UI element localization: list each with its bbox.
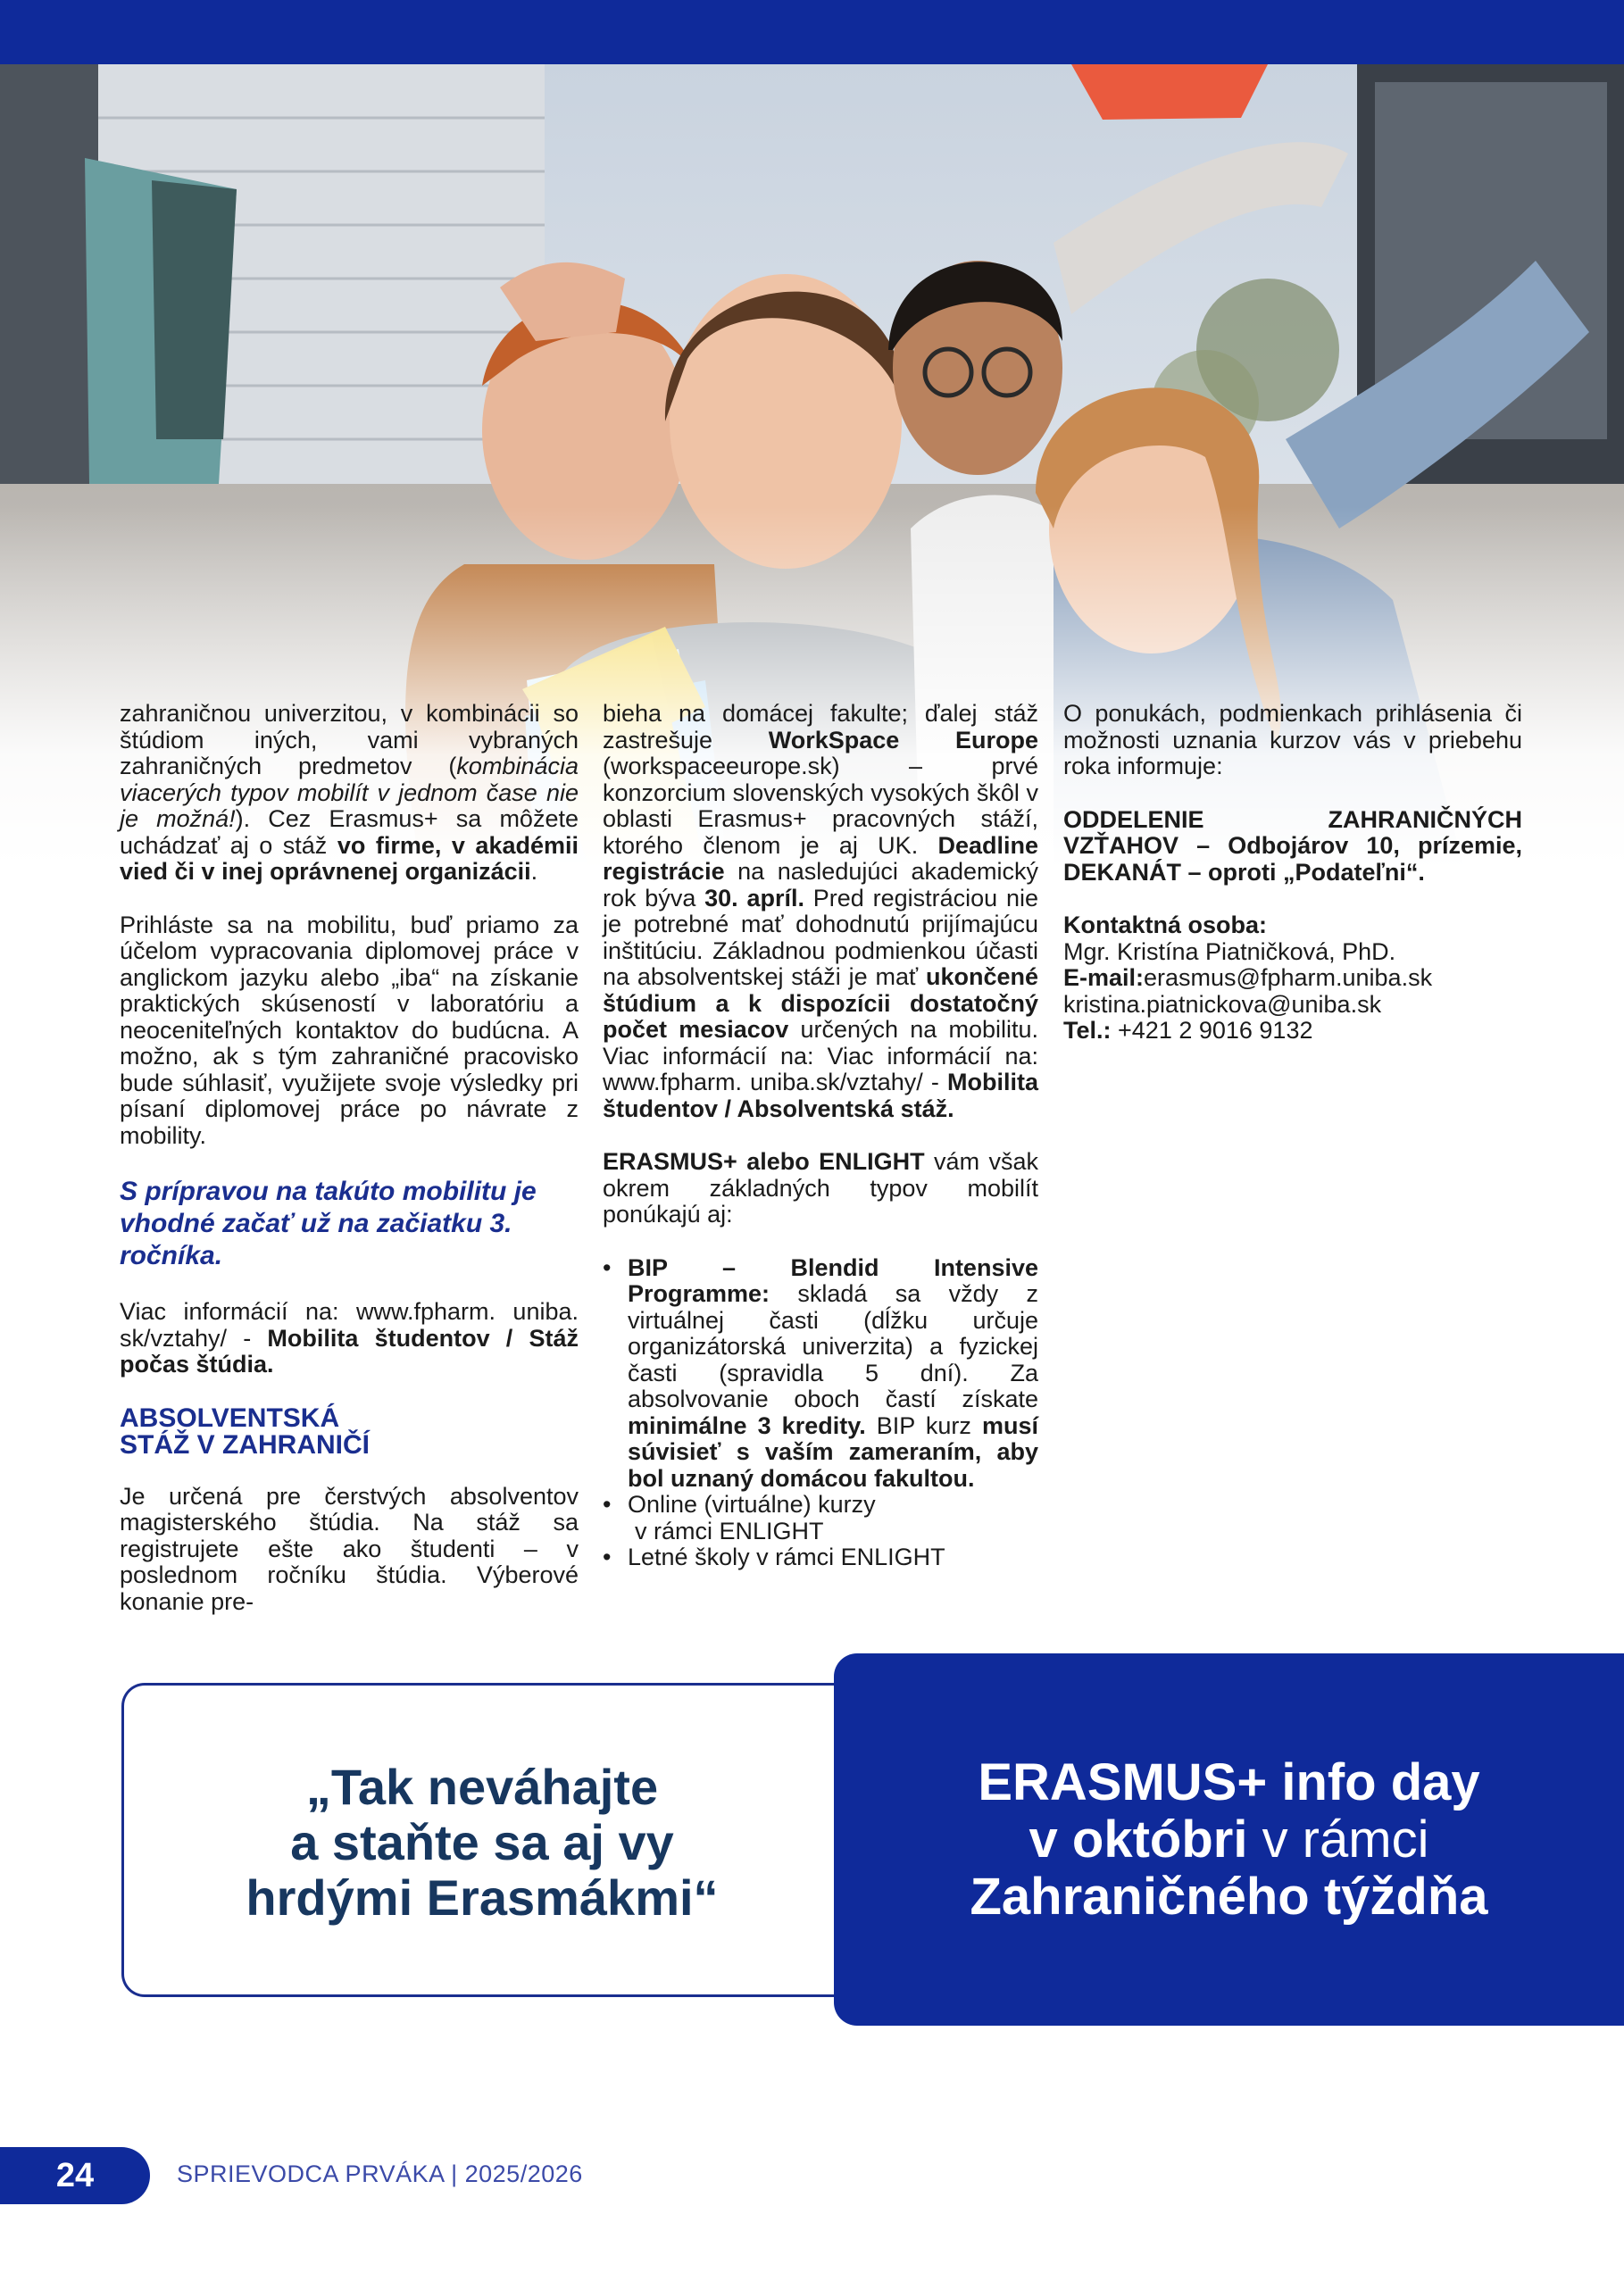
- quote-line1: „Tak neváhajte: [305, 1759, 659, 1815]
- email-link-2[interactable]: kristina.piatnickova@uniba.sk: [1063, 990, 1382, 1018]
- list-item-bip: • BIP – Blendid Intensive Programme: skladá sa vždy z virtuálnej časti (dĺžku určuje organizátorská univerzita) a fyzickej časti (spravidla 5 dní). Za absolvovanie oboch častí získate minimálne 3 kredity. BIP kurz musí súvisieť s vaším zameraním, aby bol uznaný domácou fakultou.: [603, 1255, 1038, 1493]
- contact-email-row: [1063, 965, 1522, 992]
- quote-text: [124, 1686, 840, 2000]
- info-day-month: v októbri: [1029, 1810, 1248, 1869]
- quote-line2: a staňte sa aj vy: [290, 1814, 674, 1870]
- contact-name: Mgr. Kristína Piatničková, PhD.: [1063, 937, 1396, 965]
- quote-line3: hrdými Erasmákmi“: [246, 1869, 719, 1926]
- page-number: 24: [0, 2147, 150, 2204]
- column1-intro-paragraph: zahraničnou univerzitou, v kombinácii so štúdiom iných, vami vybraných zahraničných predmetov (kombinácia viacerých typov mobilít v jednom čase nie je možná!). Cez Erasmus+ sa môžete uchádzať aj o stáž vo firme, v akadémii vied či v inej oprávnenej organizácii.: [120, 700, 579, 885]
- list-item-online-line2: v rámci ENLIGHT: [635, 1517, 824, 1544]
- mobility-types-list: [603, 1255, 1038, 1571]
- top-color-bar: [0, 0, 1624, 64]
- list-item-online-line1: Online (virtuálne) kurzy: [628, 1491, 876, 1518]
- email-label: E-mail:: [1063, 964, 1145, 991]
- quote-box: [121, 1683, 837, 1997]
- column1-more-info: Viac informácií na: www.fpharm. uniba. sk/vztahy/ - Mobilita študentov / Stáž počas štúdia.: [120, 1298, 579, 1378]
- tel-label: Tel.:: [1063, 1017, 1112, 1044]
- contact-label: Kontaktná osoba:: [1063, 912, 1268, 938]
- column3-intro: O ponukách, podmienkach prihlásenia či možnosti uznania kurzov vás v priebehu roka informuje:: [1063, 700, 1522, 779]
- mobility-callout: S prípravou na takúto mobilitu je vhodné začať už na začiatku 3. ročníka.: [120, 1177, 537, 1270]
- info-day-within: v rámci: [1247, 1810, 1429, 1869]
- section-heading-graduate-internship: [120, 1405, 579, 1459]
- list-item-summer-schools: • Letné školy v rámci ENLIGHT: [603, 1544, 1038, 1571]
- info-day-line3: Zahraničného týždňa: [970, 1867, 1488, 1926]
- section-heading-line1: ABSOLVENTSKÁ: [120, 1403, 340, 1433]
- column2-workspace-paragraph: bieha na domácej fakulte; ďalej stáž zastrešuje WorkSpace Europe (workspaceeurope.sk) – prvé konzorcium slovenských vysokých škôl v oblasti Erasmus+ pracovných stáží, ktorého členom je aj UK. Deadline registrácie na nasledujúci akademický rok býva 30. apríl. Pred registráciou nie je potrebné mať dohodnutú prijímajúcu inštitúciu. Základnou podmienkou účasti na absolventskej stáži je mať ukončené štúdium a k dispozícii dostatočný počet mesiacov určených na mobilitu. Viac informácií na: Viac informácií na: www.fpharm. uniba.sk/vztahy/ - Mobilita študentov / Absolventská stáž.: [603, 700, 1039, 1122]
- publication-title: SPRIEVODCA PRVÁKA | 2025/2026: [177, 2160, 583, 2187]
- text-column-2: [603, 701, 1038, 1571]
- text-column-3: [1063, 701, 1522, 1045]
- tel-number[interactable]: +421 2 9016 9132: [1118, 1017, 1313, 1044]
- list-item-online-courses: [603, 1492, 1038, 1544]
- info-day-box: [834, 1653, 1624, 2026]
- column1-graduate-paragraph: Je určená pre čerstvých absolventov magisterského štúdia. Na stáž sa registrujete ešte ako študenti – v poslednom ročníku štúdia. Výberové konanie pre-: [120, 1482, 579, 1615]
- column1-apply-paragraph: Prihláste sa na mobilitu, buď priamo za účelom vypracovania diplomovej práce v anglickom jazyku alebo „iba“ na získanie praktických skúseností v laboratóriu a neoceniteľných kontaktov do budúcna. A možno, ak s tým zahraničné pracovisko bude súhlasiť, využijete svoje výsledky pri písaní diplomovej práce po návrate z mobility.: [120, 911, 579, 1149]
- contact-phone-row: [1063, 1018, 1522, 1045]
- section-heading-line2: STÁŽ V ZAHRANIČÍ: [120, 1429, 370, 1460]
- column2-enlight-paragraph: ERASMUS+ alebo ENLIGHT vám však okrem základných typov mobilít ponúkajú aj:: [603, 1148, 1039, 1228]
- text-column-1: [120, 701, 579, 1642]
- info-day-line2: [970, 1811, 1487, 1869]
- department-address: ODDELENIE ZAHRANIČNÝCH VZŤAHOV – Odbojárov 10, prízemie, DEKANÁT – oproti „Podateľni“.: [1063, 805, 1522, 886]
- info-day-line1: ERASMUS+ info day: [978, 1752, 1480, 1811]
- email-link-1[interactable]: erasmus@fpharm.uniba.sk: [1144, 964, 1433, 991]
- contact-block: [1063, 912, 1522, 1045]
